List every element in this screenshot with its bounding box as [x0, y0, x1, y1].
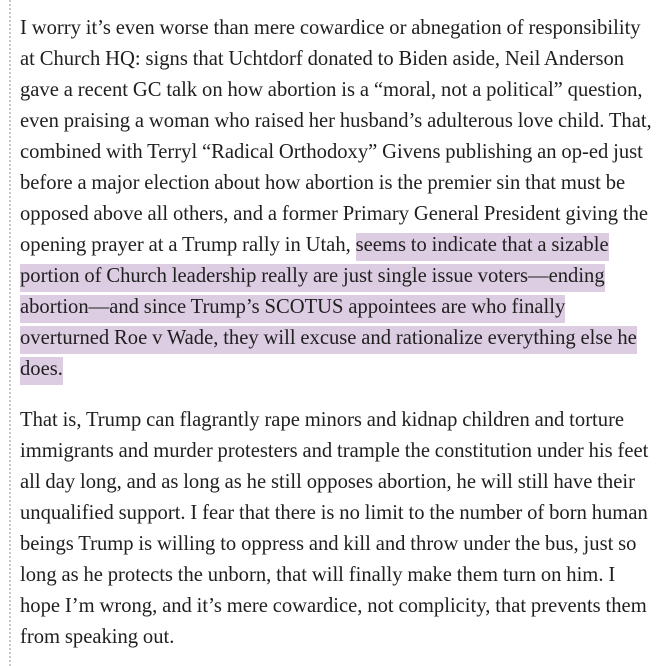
paragraph-1	[20, 13, 656, 385]
paragraph-1-text: I worry it’s even worse than mere cowardice or abnegation of responsibility at Church HQ: signs that Uchtdorf donated to Biden aside, Neil Anderson gave a recent GC talk on how abortion is a “moral, not a political” question, even praising a woman who raised her husband’s adulterous love child. That, combined with Terryl “Radical Orthodoxy” Givens publishing an op-ed just before a major election about how abortion is the premier sin that must be opposed above all others, and a former Primary General President giving the opening prayer at a Trump rally in Utah,	[20, 17, 652, 256]
quote-rail	[9, 0, 11, 666]
paragraph-2-text: That is, Trump can flagrantly rape minors and kidnap children and torture immigrants and murder protesters and trample the constitution under his feet all day long, and as long as he still opposes abortion, he will still have their unqualified support. I fear that there is no limit to the number of born human beings Trump is willing to oppress and kill and throw under the bus, just so long as he protects the unborn, that will finally make them turn on him. I hope I’m wrong, and it’s mere cowardice, not complicity, that prevents them from speaking out.	[20, 409, 649, 648]
highlighted-passage[interactable]: seems to indicate that a sizable portion of Church leadership really are just single issue voters—ending abortion—and since Trump’s SCOTUS appointees are who finally overturned Roe v Wade, they will excuse and rationalize everything else he does.	[20, 233, 637, 385]
paragraph-2	[20, 405, 656, 653]
comment-body	[20, 13, 656, 653]
